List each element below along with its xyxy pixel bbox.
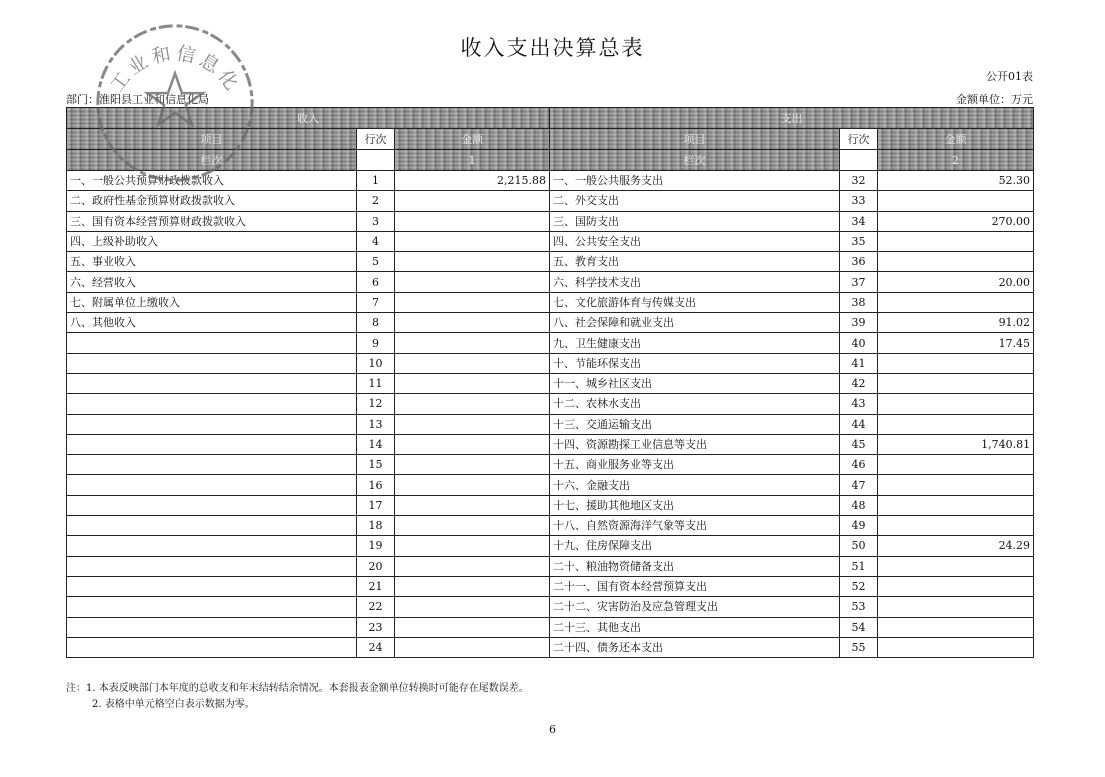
income-item-cell: 五、事业收入 [67, 252, 357, 272]
income-row-number-cell: 13 [357, 414, 395, 434]
income-item-cell [67, 394, 357, 414]
table-row [67, 373, 1034, 393]
income-row-number-cell: 9 [357, 333, 395, 353]
income-expense-table [66, 107, 1034, 658]
expense-amount-cell [878, 353, 1034, 373]
income-item-cell: 二、政府性基金预算财政拨款收入 [67, 191, 357, 211]
table-row [67, 394, 1034, 414]
amount-unit-label: 金额单位：万元 [956, 93, 1033, 106]
expense-amount-cell [878, 516, 1034, 536]
income-item-cell: 一、一般公共预算财政拨款收入 [67, 171, 357, 191]
income-row-number-cell: 23 [357, 617, 395, 637]
expense-amount-cell: 91.02 [878, 313, 1034, 333]
expense-amount-cell: 24.29 [878, 536, 1034, 556]
income-amount-cell [395, 576, 550, 596]
income-amount-cell [395, 252, 550, 272]
expense-row-number-cell: 39 [840, 313, 878, 333]
table-row [67, 637, 1034, 657]
income-item-cell [67, 516, 357, 536]
expense-row-number-cell: 33 [840, 191, 878, 211]
income-amount-cell [395, 556, 550, 576]
income-item-cell: 三、国有资本经营预算财政拨款收入 [67, 211, 357, 231]
expense-row-number-cell: 38 [840, 292, 878, 312]
expense-amount-cell [878, 475, 1034, 495]
income-item-cell: 七、附属单位上缴收入 [67, 292, 357, 312]
income-row-number-cell: 3 [357, 211, 395, 231]
expense-amount-cell [878, 556, 1034, 576]
income-item-cell [67, 576, 357, 596]
income-amount-cell [395, 373, 550, 393]
income-amount-cell [395, 272, 550, 292]
income-row-number-cell: 21 [357, 576, 395, 596]
income-amount-cell [395, 495, 550, 515]
col-index-label-income: 栏次 [67, 150, 357, 171]
income-row-number-cell: 19 [357, 536, 395, 556]
table-column-index-row [67, 150, 1034, 171]
expense-item-cell: 二十四、债务还本支出 [550, 637, 840, 657]
income-row-number-cell: 22 [357, 597, 395, 617]
expense-row-number-cell: 47 [840, 475, 878, 495]
expense-item-cell: 十五、商业服务业等支出 [550, 455, 840, 475]
income-row-number-cell: 14 [357, 434, 395, 454]
table-row [67, 414, 1034, 434]
income-row-number-cell: 18 [357, 516, 395, 536]
expense-amount-cell [878, 292, 1034, 312]
col-header-expense-amount: 金额 [878, 129, 1034, 150]
expense-item-cell: 一、一般公共服务支出 [550, 171, 840, 191]
income-section-header: 收入 [67, 108, 550, 129]
expense-item-cell: 十二、农林水支出 [550, 394, 840, 414]
expense-item-cell: 十九、住房保障支出 [550, 536, 840, 556]
expense-row-number-cell: 35 [840, 231, 878, 251]
income-row-number-cell: 15 [357, 455, 395, 475]
income-amount-cell [395, 191, 550, 211]
income-item-cell: 六、经营收入 [67, 272, 357, 292]
table-row [67, 191, 1034, 211]
income-item-cell [67, 333, 357, 353]
expense-row-number-cell: 42 [840, 373, 878, 393]
income-row-number-cell: 11 [357, 373, 395, 393]
department-label: 部门：淮阳县工业和信息化局 [66, 93, 209, 106]
expense-item-cell: 二十、粮油物资储备支出 [550, 556, 840, 576]
col-header-expense-row: 行次 [840, 129, 878, 150]
expense-amount-cell [878, 637, 1034, 657]
seal-text: 工业和信息化 [106, 43, 245, 98]
table-row [67, 455, 1034, 475]
expense-row-number-cell: 54 [840, 617, 878, 637]
expense-item-cell: 十三、交通运输支出 [550, 414, 840, 434]
income-item-cell [67, 434, 357, 454]
expense-amount-cell: 20.00 [878, 272, 1034, 292]
income-amount-cell [395, 211, 550, 231]
expense-row-number-cell: 40 [840, 333, 878, 353]
table-row [67, 617, 1034, 637]
expense-amount-cell: 17.45 [878, 333, 1034, 353]
col-index-2: 2 [878, 150, 1034, 171]
expense-row-number-cell: 32 [840, 171, 878, 191]
income-row-number-cell: 7 [357, 292, 395, 312]
table-row [67, 556, 1034, 576]
col-index-1: 1 [395, 150, 550, 171]
expense-item-cell: 四、公共安全支出 [550, 231, 840, 251]
expense-amount-cell [878, 617, 1034, 637]
expense-row-number-cell: 36 [840, 252, 878, 272]
table-notes [66, 681, 529, 713]
table-row [67, 171, 1034, 191]
table-row [67, 272, 1034, 292]
income-item-cell [67, 373, 357, 393]
income-amount-cell [395, 434, 550, 454]
income-amount-cell [395, 536, 550, 556]
col-header-income-amount: 金额 [395, 129, 550, 150]
expense-item-cell: 十四、资源勘探工业信息等支出 [550, 434, 840, 454]
table-column-header-row [67, 129, 1034, 150]
income-amount-cell [395, 617, 550, 637]
table-row [67, 333, 1034, 353]
expense-amount-cell [878, 231, 1034, 251]
income-row-number-cell: 16 [357, 475, 395, 495]
col-header-expense-item: 项目 [550, 129, 840, 150]
expense-row-number-cell: 37 [840, 272, 878, 292]
expense-row-number-cell: 49 [840, 516, 878, 536]
income-item-cell [67, 414, 357, 434]
expense-row-number-cell: 34 [840, 211, 878, 231]
income-row-number-cell: 10 [357, 353, 395, 373]
expense-row-number-cell: 52 [840, 576, 878, 596]
income-item-cell [67, 353, 357, 373]
expense-row-number-cell: 43 [840, 394, 878, 414]
income-item-cell [67, 475, 357, 495]
expense-item-cell: 六、科学技术支出 [550, 272, 840, 292]
table-row [67, 313, 1034, 333]
income-amount-cell [395, 394, 550, 414]
form-number: 公开01表 [986, 70, 1033, 83]
table-row [67, 475, 1034, 495]
expense-amount-cell [878, 597, 1034, 617]
table-row [67, 495, 1034, 515]
col-index-blank-expense [840, 150, 878, 171]
note-2: 2. 表格中单元格空白表示数据为零。 [92, 699, 255, 710]
table-row [67, 211, 1034, 231]
income-row-number-cell: 24 [357, 637, 395, 657]
income-item-cell [67, 617, 357, 637]
table-row [67, 434, 1034, 454]
income-amount-cell [395, 231, 550, 251]
income-item-cell [67, 495, 357, 515]
expense-amount-cell [878, 455, 1034, 475]
expense-row-number-cell: 50 [840, 536, 878, 556]
expense-item-cell: 十七、援助其他地区支出 [550, 495, 840, 515]
income-item-cell [67, 536, 357, 556]
expense-row-number-cell: 55 [840, 637, 878, 657]
expense-amount-cell [878, 495, 1034, 515]
income-item-cell [67, 556, 357, 576]
report-title: 收入支出决算总表 [460, 36, 645, 60]
income-amount-cell [395, 353, 550, 373]
income-row-number-cell: 2 [357, 191, 395, 211]
expense-item-cell: 五、教育支出 [550, 252, 840, 272]
table-row [67, 353, 1034, 373]
expense-item-cell: 十八、自然资源海洋气象等支出 [550, 516, 840, 536]
expense-item-cell: 三、国防支出 [550, 211, 840, 231]
expense-item-cell: 八、社会保障和就业支出 [550, 313, 840, 333]
table-row [67, 231, 1034, 251]
table-row [67, 536, 1034, 556]
expense-item-cell: 十六、金融支出 [550, 475, 840, 495]
income-item-cell: 八、其他收入 [67, 313, 357, 333]
expense-item-cell: 二十一、国有资本经营预算支出 [550, 576, 840, 596]
expense-row-number-cell: 46 [840, 455, 878, 475]
expense-item-cell: 十、节能环保支出 [550, 353, 840, 373]
table-row [67, 292, 1034, 312]
expense-item-cell: 十一、城乡社区支出 [550, 373, 840, 393]
income-row-number-cell: 4 [357, 231, 395, 251]
expense-row-number-cell: 41 [840, 353, 878, 373]
income-row-number-cell: 1 [357, 171, 395, 191]
income-row-number-cell: 8 [357, 313, 395, 333]
income-item-cell [67, 637, 357, 657]
expense-item-cell: 二十二、灾害防治及应急管理支出 [550, 597, 840, 617]
income-amount-cell [395, 597, 550, 617]
income-amount-cell [395, 414, 550, 434]
income-amount-cell [395, 516, 550, 536]
income-row-number-cell: 17 [357, 495, 395, 515]
expense-row-number-cell: 53 [840, 597, 878, 617]
expense-item-cell: 二十三、其他支出 [550, 617, 840, 637]
income-row-number-cell: 5 [357, 252, 395, 272]
expense-amount-cell [878, 373, 1034, 393]
income-amount-cell [395, 637, 550, 657]
table-row [67, 597, 1034, 617]
col-header-income-row: 行次 [357, 129, 395, 150]
table-row [67, 516, 1034, 536]
table-row [67, 576, 1034, 596]
income-item-cell [67, 597, 357, 617]
expense-row-number-cell: 44 [840, 414, 878, 434]
income-amount-cell [395, 475, 550, 495]
expense-item-cell: 七、文化旅游体育与传媒支出 [550, 292, 840, 312]
expense-amount-cell [878, 576, 1034, 596]
col-header-income-item: 项目 [67, 129, 357, 150]
expense-amount-cell [878, 414, 1034, 434]
income-amount-cell [395, 292, 550, 312]
table-row [67, 252, 1034, 272]
expense-section-header: 支出 [550, 108, 1034, 129]
col-index-blank-income [357, 150, 395, 171]
col-index-label-expense: 栏次 [550, 150, 840, 171]
expense-amount-cell: 270.00 [878, 211, 1034, 231]
income-row-number-cell: 12 [357, 394, 395, 414]
income-amount-cell [395, 313, 550, 333]
income-amount-cell [395, 333, 550, 353]
income-row-number-cell: 6 [357, 272, 395, 292]
expense-row-number-cell: 45 [840, 434, 878, 454]
expense-row-number-cell: 51 [840, 556, 878, 576]
table-section-header-row [67, 108, 1034, 129]
page-number: 6 [549, 723, 556, 736]
note-1: 注：1. 本表反映部门本年度的总收支和年末结转结余情况。本套报表金额单位转换时可能存在尾数误差。 [66, 683, 529, 694]
expense-amount-cell: 1,740.81 [878, 434, 1034, 454]
expense-amount-cell: 52.30 [878, 171, 1034, 191]
expense-item-cell: 九、卫生健康支出 [550, 333, 840, 353]
expense-amount-cell [878, 394, 1034, 414]
expense-amount-cell [878, 252, 1034, 272]
expense-amount-cell [878, 191, 1034, 211]
income-item-cell: 四、上级补助收入 [67, 231, 357, 251]
income-amount-cell [395, 455, 550, 475]
expense-item-cell: 二、外交支出 [550, 191, 840, 211]
income-item-cell [67, 455, 357, 475]
income-amount-cell: 2,215.88 [395, 171, 550, 191]
expense-row-number-cell: 48 [840, 495, 878, 515]
income-row-number-cell: 20 [357, 556, 395, 576]
